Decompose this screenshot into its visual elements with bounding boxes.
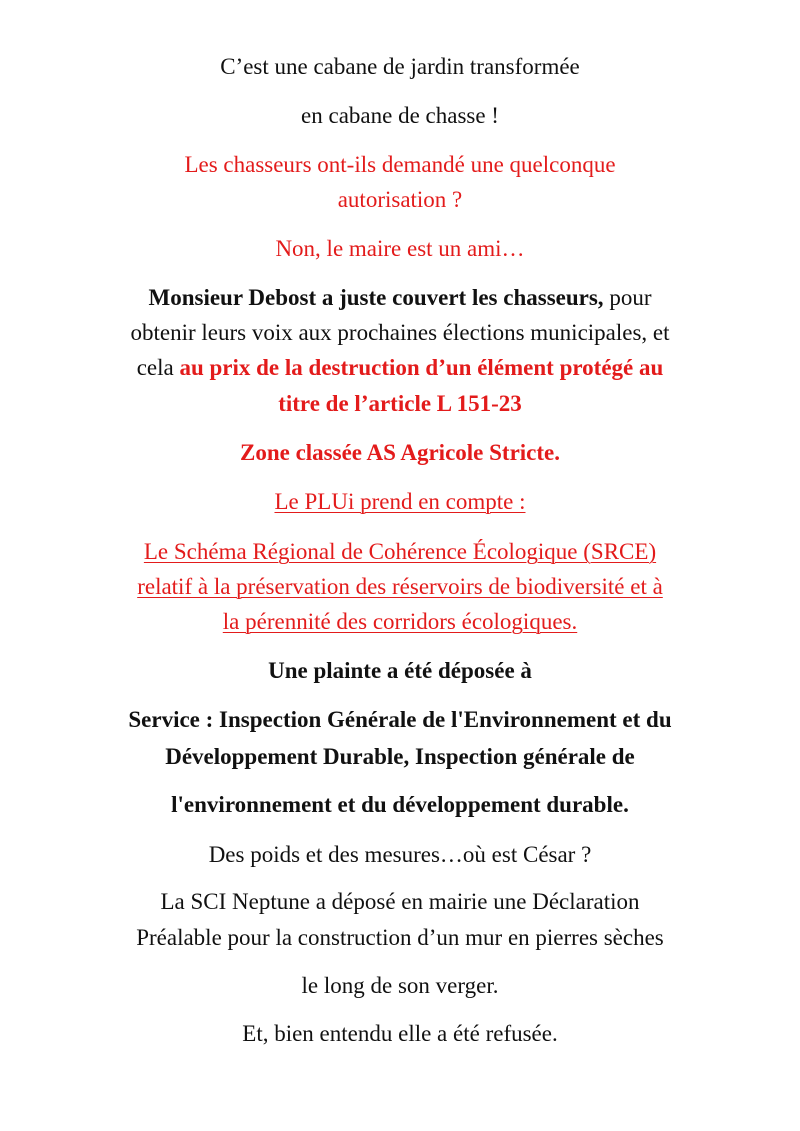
paragraph-debost-line-1 — [0, 284, 800, 311]
destruction-highlight: au prix de la destruction d’un élément protégé au — [179, 355, 664, 380]
srce-line-3-wrapper — [0, 608, 800, 635]
sci-line-1: La SCI Neptune a déposé en mairie une Déclaration — [160, 889, 640, 914]
text-line-cabane-chasse: en cabane de chasse ! — [301, 103, 499, 128]
srce-line-1: Le Schéma Régional de Cohérence Écologique (SRCE) — [143, 539, 657, 564]
question-line-2: autorisation ? — [337, 187, 463, 212]
debost-bold-text: Monsieur Debost a juste couvert les chasseurs, — [148, 285, 604, 310]
debost-rest-text: pour — [603, 285, 652, 310]
plui-line-wrapper — [0, 488, 800, 515]
service-line-3: l'environnement et du développement durable. — [171, 792, 629, 817]
srce-line-2-wrapper — [0, 573, 800, 600]
cela-text: cela — [136, 355, 180, 380]
refused-line: Et, bien entendu elle a été refusée. — [242, 1021, 558, 1046]
zone-classification: Zone classée AS Agricole Stricte. — [239, 440, 560, 465]
srce-line-2: relatif à la préservation des réservoirs de biodiversité et à — [137, 574, 663, 599]
service-line-2: Développement Durable, Inspection générale de — [165, 744, 635, 769]
sci-line-3: le long de son verger. — [301, 973, 499, 998]
text-line-cabane-intro: C’est une cabane de jardin transformée — [220, 54, 580, 79]
complaint-heading: Une plainte a été déposée à — [268, 658, 532, 683]
cesar-line: Des poids et des mesures…où est César ? — [208, 842, 592, 867]
service-line-1: Service : Inspection Générale de l'Environnement et du — [128, 707, 672, 732]
plui-heading: Le PLUi prend en compte : — [274, 489, 526, 514]
answer-line: Non, le maire est un ami… — [275, 236, 525, 261]
srce-line-3: la pérennité des corridors écologiques. — [222, 609, 578, 634]
srce-line-1-wrapper — [0, 538, 800, 565]
article-reference: titre de l’article L 151-23 — [278, 391, 522, 416]
sci-line-2: Préalable pour la construction d’un mur en pierres sèches — [136, 925, 664, 950]
paragraph-debost-line-2: obtenir leurs voix aux prochaines élections municipales, et — [130, 320, 670, 345]
question-line-1: Les chasseurs ont-ils demandé une quelconque — [184, 152, 616, 177]
paragraph-debost-line-3 — [0, 354, 800, 381]
